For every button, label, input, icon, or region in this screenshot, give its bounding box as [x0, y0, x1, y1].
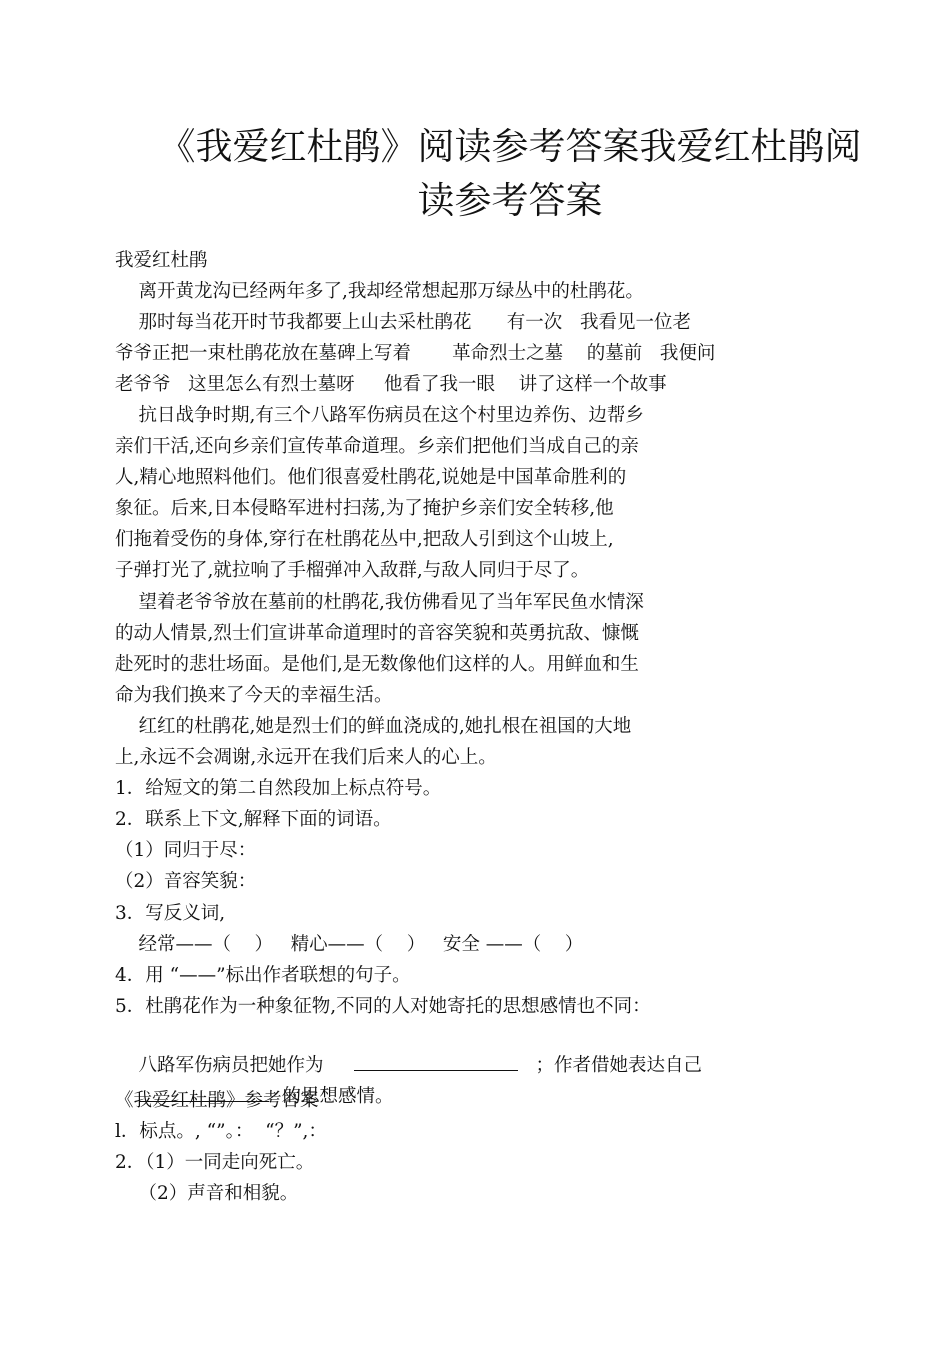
answer-1: l．标点。, “”。： “？”,：: [115, 1121, 327, 1142]
question-3-items: 经常——（ ） 精心——（ ） 安全 ——（ ）: [115, 934, 584, 955]
paragraph-5-line: 红红的杜鹃花,她是烈士们的鲜血浇成的,她扎根在祖国的大地: [115, 716, 632, 737]
paragraph-1: 离开黄龙沟已经两年多了,我却经常想起那万绿丛中的杜鹃花。: [115, 281, 644, 302]
paragraph-4-line: 的动人情景,烈士们宣讲革命道理时的音容笑貌和英勇抗敌、慷慨: [115, 623, 639, 644]
question-2: 2．联系上下文,解释下面的词语。: [115, 809, 392, 830]
paragraph-3-line: 亲们干活,还向乡亲们宣传革命道理。乡亲们把他们当成自己的亲: [115, 436, 639, 457]
paragraph-5-line: 上,永远不会凋谢,永远开在我们后来人的心上。: [115, 747, 497, 768]
paragraph-2-line: 那时每当花开时节我都要上山去采杜鹃花 有一次 我看见一位老: [115, 312, 691, 333]
question-5-text-c: 的思想感情。: [282, 1086, 394, 1107]
paragraph-2-line: 爷爷正把一束杜鹃花放在墓碑上写着 革命烈士之墓 的墓前 我便问: [115, 343, 716, 364]
question-4: 4．用 “——”标出作者联想的句子。: [115, 965, 411, 986]
article-heading: 我爱红杜鹃: [115, 250, 208, 271]
question-3: 3．写反义词,: [115, 903, 226, 924]
paragraph-4-line: 赴死时的悲壮场面。是他们,是无数像他们这样的人。用鲜血和生: [115, 654, 639, 675]
question-2-item-2: （2）音容笑貌：: [115, 871, 257, 892]
question-5-text-a: 八路军伤病员把她作为: [138, 1055, 324, 1076]
paragraph-3-line: 象征。后来,日本侵略军进村扫荡,为了掩护乡亲们安全转移,他: [115, 498, 614, 519]
title-line-2: 读参考答案: [417, 179, 603, 222]
answer-2-item-1: 2．（1）一同走向死亡。: [115, 1152, 315, 1173]
answers-heading: 《我爱红杜鹃》参考答案: [115, 1090, 319, 1111]
paragraph-4-line: 命为我们换来了今天的幸福生活。: [115, 685, 393, 706]
answer-2-item-2: （2）声音和相貌。: [115, 1183, 299, 1204]
paragraph-3-line: 子弹打光了,就拉响了手榴弹冲入敌群,与敌人同归于尽了。: [115, 560, 590, 581]
question-5: 5．杜鹃花作为一种象征物,不同的人对她寄托的思想感情也不同：: [115, 996, 651, 1017]
question-1: 1．给短文的第二自然段加上标点符号。: [115, 778, 442, 799]
document-title: [100, 120, 920, 228]
paragraph-2-line: 老爷爷 这里怎么有烈士墓呀 他看了我一眼 讲了这样一个故事: [115, 374, 667, 395]
paragraph-3-line: 们拖着受伤的身体,穿行在杜鹃花丛中,把敌人引到这个山坡上,: [115, 529, 614, 550]
paragraph-3-line: 抗日战争时期,有三个八路军伤病员在这个村里边养伤、边帮乡: [115, 405, 644, 426]
paragraph-3-line: 人,精心地照料他们。他们很喜爱杜鹃花,说她是中国革命胜利的: [115, 467, 627, 488]
title-line-1: 《我爱红杜鹃》阅读参考答案我爱红杜鹃阅: [158, 125, 862, 168]
question-5-text-b: ；作者借她表达自己: [535, 1055, 703, 1076]
paragraph-4-line: 望着老爷爷放在墓前的杜鹃花,我仿佛看见了当年军民鱼水情深: [115, 592, 644, 613]
question-2-item-1: （1）同归于尽：: [115, 840, 257, 861]
